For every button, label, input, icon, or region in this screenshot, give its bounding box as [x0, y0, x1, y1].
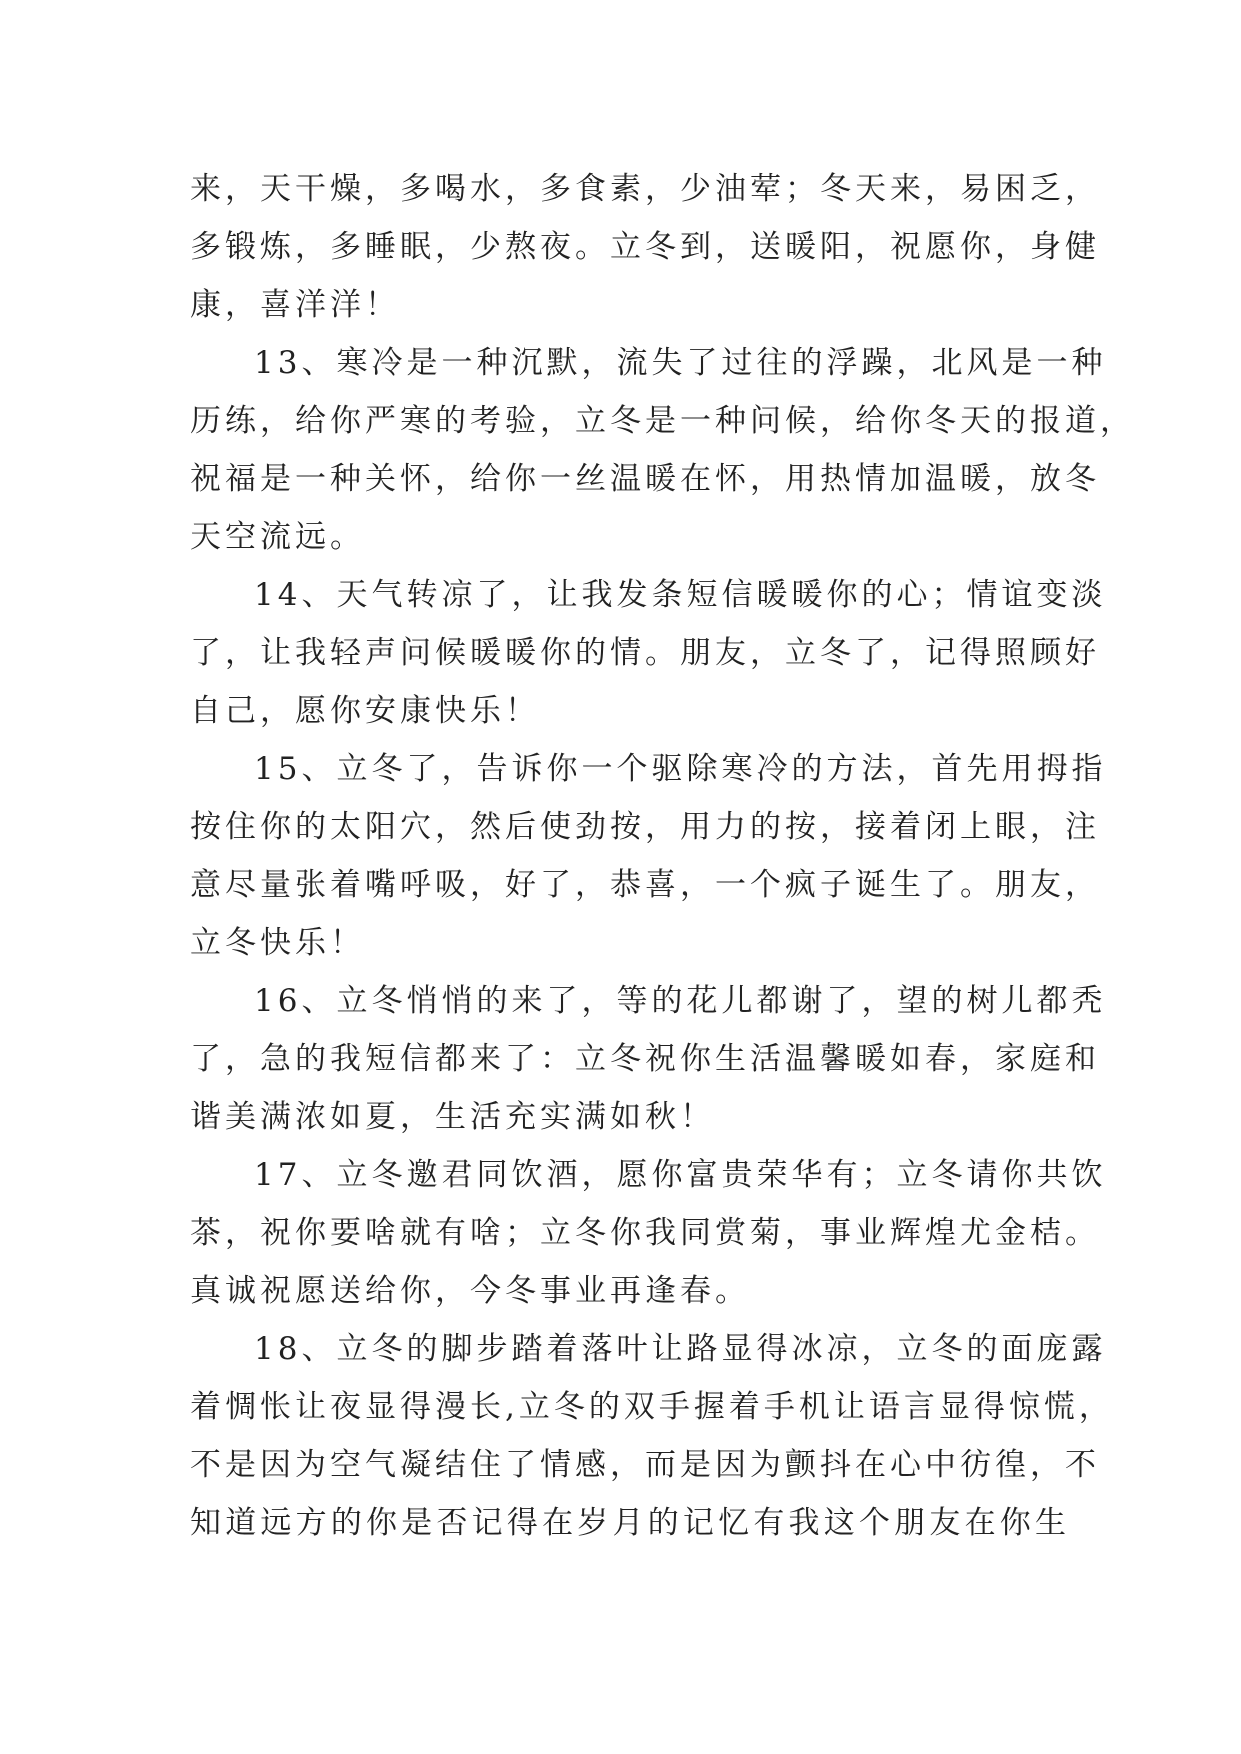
- text-line: 按住你的太阳穴，然后使劲按，用力的按，接着闭上眼，注: [190, 809, 1100, 845]
- text-line: 着惆怅让夜显得漫长,立冬的双手握着手机让语言显得惊慌，: [190, 1389, 1114, 1425]
- text-line: 多锻炼，多睡眠，少熬夜。立冬到，送暖阳，祝愿你，身健: [190, 229, 1100, 265]
- text-line: 知道远方的你是否记得在岁月的记忆有我这个朋友在你生: [190, 1505, 1070, 1541]
- text-line: 自己，愿你安康快乐！: [190, 693, 540, 729]
- text-line: 祝福是一种关怀，给你一丝温暖在怀，用热情加温暖，放冬: [190, 461, 1100, 497]
- text-line: 谐美满浓如夏，生活充实满如秋！: [190, 1099, 715, 1135]
- text-line: 意尽量张着嘴呼吸，好了，恭喜，一个疯子诞生了。朋友，: [190, 867, 1100, 903]
- paragraph-first-line: 17、立冬邀君同饮酒，愿你富贵荣华有；立冬请你共饮: [254, 1157, 1107, 1193]
- paragraph-first-line: 18、立冬的脚步踏着落叶让路显得冰凉，立冬的面庞露: [254, 1331, 1107, 1367]
- text-line: 历练，给你严寒的考验，立冬是一种问候，给你冬天的报道，: [190, 403, 1135, 439]
- text-line: 真诚祝愿送给你，今冬事业再逢春。: [190, 1273, 750, 1309]
- paragraph-first-line: 15、立冬了，告诉你一个驱除寒冷的方法，首先用拇指: [254, 751, 1107, 787]
- text-line: 了，急的我短信都来了：立冬祝你生活温馨暖如春，家庭和: [190, 1041, 1100, 1077]
- text-line: 茶，祝你要啥就有啥；立冬你我同赏菊，事业辉煌尤金桔。: [190, 1215, 1100, 1251]
- paragraph-first-line: 13、寒冷是一种沉默，流失了过往的浮躁，北风是一种: [254, 345, 1107, 381]
- text-line: 了，让我轻声问候暖暖你的情。朋友，立冬了，记得照顾好: [190, 635, 1100, 671]
- text-line: 不是因为空气凝结住了情感，而是因为颤抖在心中彷徨，不: [190, 1447, 1100, 1483]
- paragraph-first-line: 14、天气转凉了，让我发条短信暖暖你的心；情谊变淡: [254, 577, 1107, 613]
- text-line: 来，天干燥，多喝水，多食素，少油荤；冬天来，易困乏，: [190, 171, 1100, 207]
- text-line: 立冬快乐！: [190, 925, 365, 961]
- paragraph-first-line: 16、立冬悄悄的来了，等的花儿都谢了，望的树儿都秃: [254, 983, 1107, 1019]
- text-line: 天空流远。: [190, 519, 365, 555]
- document-body: [190, 160, 1135, 1552]
- text-line: 康，喜洋洋！: [190, 287, 400, 323]
